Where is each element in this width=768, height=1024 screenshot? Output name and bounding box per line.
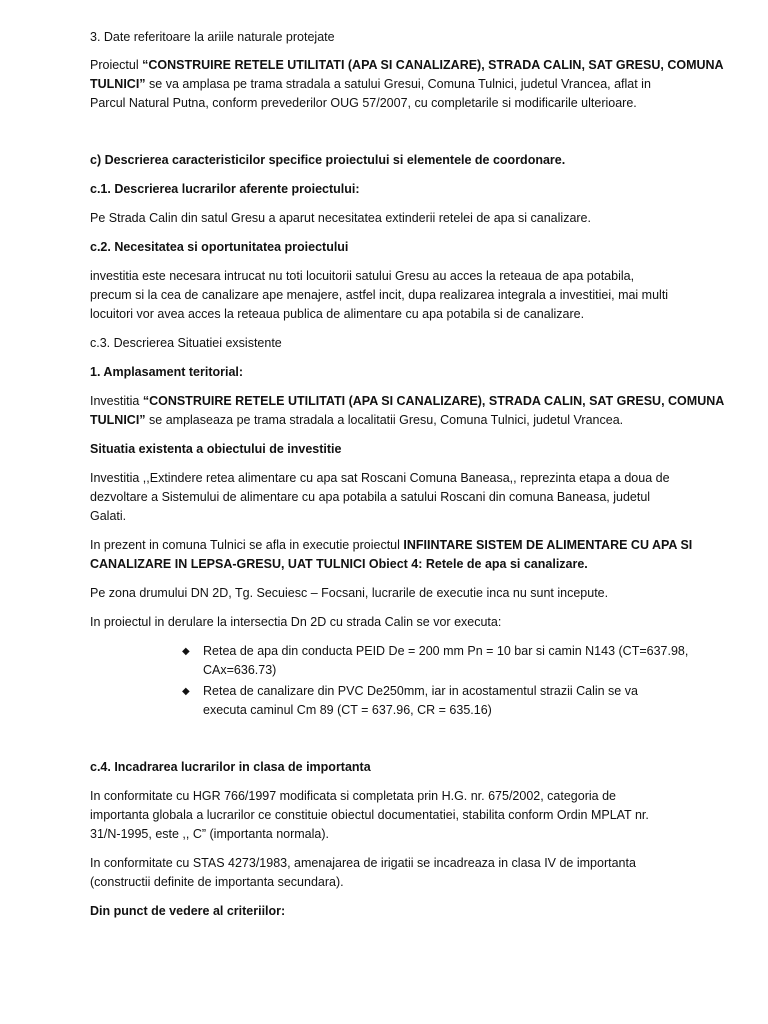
- situatia-heading: Situatia existenta a obiectului de investitie: [90, 442, 342, 456]
- section-c-heading: c) Descrierea caracteristicilor specifice proiectului si elementele de coordonare.: [90, 153, 566, 167]
- dn-text: Pe zona drumului DN 2D, Tg. Secuiesc – Focsani, lucrarile de executie inca nu sunt incepute.: [90, 586, 609, 600]
- section-c4-line-1: In conformitate cu HGR 766/1997 modificata si completata prin H.G. nr. 675/2002, categoria de: [90, 789, 616, 803]
- section-c2-heading: c.2. Necesitatea si oportunitatea proiectului: [90, 240, 349, 254]
- bullet-diamond-icon: ◆: [182, 646, 190, 657]
- amplasament-heading: 1. Amplasament teritorial:: [90, 365, 244, 379]
- section-c2-line-1: investitia este necesara intrucat nu toti locuitorii satului Gresu au acces la reteaua de apa potabila,: [90, 269, 635, 283]
- investitia-line-2: dezvoltare a Sistemului de alimentare cu apa potabila a satului Roscani din comuna Baneasa, judetul: [90, 490, 651, 504]
- bullet-diamond-icon: ◆: [182, 686, 190, 697]
- text: Proiectul: [90, 58, 143, 72]
- amplasament-line-2: [90, 411, 728, 430]
- section-c2-line-2: precum si la cea de canalizare ape menajere, astfel incit, dupa realizarea integrala a investitiei, mai multi: [90, 288, 669, 302]
- project-title: “CONSTRUIRE RETELE UTILITATI (APA SI CANALIZARE), STRADA CALIN, SAT GRESU, COMUNA: [142, 58, 724, 72]
- project-name: INFIINTARE SISTEM DE ALIMENTARE CU APA SI: [403, 538, 693, 552]
- amplasament-line-1: [90, 392, 728, 411]
- section-c4-heading: c.4. Incadrarea lucrarilor in clasa de importanta: [90, 760, 371, 774]
- criterii-text: Din punct de vedere al criteriilor:: [90, 904, 286, 918]
- paragraph-project-line-3: Parcul Natural Putna, conform prevederilor OUG 57/2007, cu completarile si modificarile ulterioare.: [90, 96, 637, 110]
- stas-line-2: (constructii definite de importanta secundara).: [90, 875, 344, 889]
- prezent-line-2: CANALIZARE IN LEPSA-GRESU, UAT TULNICI Obiect 4: Retele de apa si canalizare.: [90, 557, 588, 571]
- investitia-line-3: Galati.: [90, 509, 127, 523]
- paragraph-project-line-1: [90, 56, 728, 75]
- prezent-line-1: [90, 536, 728, 555]
- project-title-cont: TULNICI”: [90, 413, 146, 427]
- bullet-1-line-2: CAx=636.73): [203, 663, 277, 677]
- section-c2-line-3: locuitori vor avea acces la reteaua publica de alimentare cu apa potabila si de canalizare.: [90, 307, 585, 321]
- section-c1-text: Pe Strada Calin din satul Gresu a aparut necesitatea extinderii retelei de apa si canalizare.: [90, 211, 591, 225]
- stas-line-1: In conformitate cu STAS 4273/1983, amenajarea de irigatii se incadreaza in clasa IV de importanta: [90, 856, 636, 870]
- section-c4-line-3: 31/N-1995, este ,, C” (importanta normala).: [90, 827, 329, 841]
- section-c3-heading: c.3. Descrierea Situatiei exsistente: [90, 336, 282, 350]
- bullet-2-line-1: Retea de canalizare din PVC De250mm, iar in acostamentul strazii Calin se va: [203, 684, 638, 698]
- section-c4-line-2: importanta globala a lucrarilor ce constituie obiectul documentatiei, stabilita conform Ordin MPLAT nr.: [90, 808, 649, 822]
- bullet-1-line-1: Retea de apa din conducta PEID De = 200 mm Pn = 10 bar si camin N143 (CT=637.98,: [203, 644, 689, 658]
- derulare-text: In proiectul in derulare la intersectia Dn 2D cu strada Calin se vor executa:: [90, 615, 502, 629]
- section-3-heading: 3. Date referitoare la ariile naturale protejate: [90, 30, 335, 44]
- investitia-line-1: Investitia ,,Extindere retea alimentare cu apa sat Roscani Comuna Baneasa,, reprezinta etapa a doua de: [90, 471, 670, 485]
- text: se va amplasa pe trama stradala a satului Gresui, Comuna Tulnici, judetul Vrancea, aflat in: [145, 77, 651, 91]
- text: Investitia: [90, 394, 143, 408]
- text: In prezent in comuna Tulnici se afla in executie proiectul: [90, 538, 404, 552]
- project-title-cont: TULNICI”: [90, 77, 146, 91]
- project-title: “CONSTRUIRE RETELE UTILITATI (APA SI CANALIZARE), STRADA CALIN, SAT GRESU, COMUNA: [142, 394, 725, 408]
- section-c1-heading: c.1. Descrierea lucrarilor aferente proiectului:: [90, 182, 360, 196]
- paragraph-project-line-2: [90, 75, 728, 94]
- bullet-2-line-2: executa caminul Cm 89 (CT = 637.96, CR = 635.16): [203, 703, 492, 717]
- text: se amplaseaza pe trama stradala a localitatii Gresu, Comuna Tulnici, judetul Vrancea.: [145, 413, 624, 427]
